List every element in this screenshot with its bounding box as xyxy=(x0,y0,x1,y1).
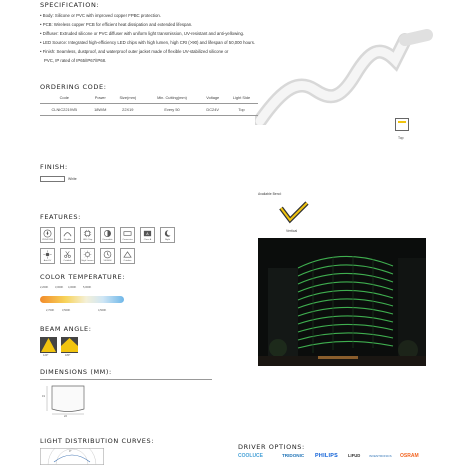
feature-label: Dimmable xyxy=(102,239,113,241)
feature-label: High Lumen xyxy=(81,260,94,262)
column-header: Code xyxy=(40,92,89,104)
feature-label: Night xyxy=(164,239,171,241)
feature-label: 50000H xyxy=(103,260,112,262)
column-header: Voltage xyxy=(200,92,225,104)
cct-tick: 4,000K xyxy=(68,286,77,289)
polar-angle-label: 0° xyxy=(69,450,72,453)
dimmable-icon xyxy=(100,227,115,243)
class-icon xyxy=(140,227,155,243)
divider xyxy=(40,379,212,380)
bend-label: Available Bend: xyxy=(258,192,282,196)
top-label: Top xyxy=(398,136,404,140)
driver-logos xyxy=(238,453,430,463)
feature-label: Connector xyxy=(122,239,133,241)
cct-tick: 2,700K xyxy=(46,309,55,312)
vertical-label: Vertical xyxy=(286,229,298,233)
feature-label: Cuttable xyxy=(63,260,72,262)
table-cell: Every 50 xyxy=(144,104,201,116)
table-cell: CLNIC2219VB xyxy=(40,104,89,116)
spec-item: • PCB: Wireless copper PCB for efficient heat dissipation and extended lifespan. xyxy=(40,21,193,27)
feature-label: Class A xyxy=(143,239,152,241)
polar-curve-chart xyxy=(40,448,104,465)
beam-180-icon xyxy=(61,337,78,353)
cct-tick: 5,000K xyxy=(83,286,92,289)
features-grid xyxy=(40,227,180,267)
column-header: Light Side xyxy=(225,92,258,104)
flexible-icon xyxy=(60,227,75,243)
lifespan-icon xyxy=(100,248,115,264)
bottom-ticks xyxy=(40,309,124,315)
driver-heading: DRIVER OPTIONS: xyxy=(238,443,305,451)
table-row xyxy=(40,104,258,116)
application-photo xyxy=(258,238,426,366)
column-header: Power xyxy=(89,92,112,104)
ordering-table xyxy=(40,92,258,116)
osram-logo: OSRAM xyxy=(400,453,419,459)
cooluce-logo: COOLUCE xyxy=(238,453,263,459)
tridonic-logo: TRIDONIC xyxy=(282,453,305,458)
table-header-row xyxy=(40,92,258,104)
table-cell: Top xyxy=(225,104,258,116)
vertical-bend-icon xyxy=(278,200,310,226)
inventronics-logo: INVENTRONICS xyxy=(369,454,392,458)
finish-swatch xyxy=(40,176,65,182)
beam-angle-heading: BEAM ANGLE: xyxy=(40,325,92,333)
color-temperature-bar xyxy=(40,296,124,303)
lifud-logo: LIFUD xyxy=(348,453,361,458)
beam-120-icon xyxy=(40,337,57,353)
dimension-width: 22 xyxy=(64,415,67,418)
svg-text:A: A xyxy=(146,231,149,236)
spec-item: • LED Source: Integrated high-efficiency LED chips with high lumen, high CRI (>90) and lifespan of 50,000 hours. xyxy=(40,39,256,45)
features-heading: FEATURES: xyxy=(40,213,81,221)
table-cell: DC24V xyxy=(200,104,225,116)
specification-heading: SPECIFICATION: xyxy=(40,1,100,9)
spec-item: • Body: Silicone or PVC with improved copper FPBC protection. xyxy=(40,13,161,18)
light-distribution-heading: LIGHT DISTRIBUTION CURVES: xyxy=(40,437,155,445)
color-temperature-heading: COLOR TEMPERATURE: xyxy=(40,273,125,281)
outdoor-icon xyxy=(120,248,135,264)
beam-angle-label: 120° xyxy=(43,354,49,357)
cutting-icon xyxy=(60,248,75,264)
table-cell: 22X19 xyxy=(112,104,144,116)
chip-icon xyxy=(80,227,95,243)
feature-label: IP65/67/68 xyxy=(42,239,53,241)
beam-angle-label: 180° xyxy=(65,354,71,357)
moon-icon xyxy=(160,227,175,243)
feature-label: Flexible xyxy=(63,239,72,241)
feature-label: Outdoor xyxy=(123,260,132,262)
philips-logo: PHILIPS xyxy=(315,453,339,459)
finish-swatch-label: White xyxy=(68,177,77,181)
top-ticks xyxy=(40,286,124,292)
table-cell: 18W/M xyxy=(89,104,112,116)
top-light-icon xyxy=(395,118,409,131)
dimension-height: 19 xyxy=(42,395,45,398)
column-header: Min. Cutting(mm) xyxy=(144,92,201,104)
uv-icon xyxy=(40,248,55,264)
ip-rating-icon xyxy=(40,227,55,243)
cct-tick: 3,000K xyxy=(55,286,64,289)
connector-icon xyxy=(120,227,135,243)
cross-section-drawing xyxy=(40,383,100,419)
dimensions-heading: DIMENSIONS (MM): xyxy=(40,368,112,376)
feature-label: LED Chip xyxy=(82,239,93,241)
led-strip-image xyxy=(255,25,435,125)
brightness-icon xyxy=(80,248,95,264)
spec-item: • Diffuser: Extruded silicone or PVC diffuser with uniform light transmission, UV-resistant and anti-yellowing. xyxy=(40,30,245,36)
feature-label: Anti-UV xyxy=(43,260,52,262)
cct-tick: 2,200K xyxy=(40,286,49,289)
column-header: Size(mm) xyxy=(112,92,144,104)
cct-tick: 3,500K xyxy=(62,309,71,312)
finish-heading: FINISH: xyxy=(40,163,68,171)
cct-tick: 4,500K xyxy=(98,309,107,312)
ordering-heading: ORDERING CODE: xyxy=(40,83,107,91)
spec-item: PVC, IP rated of IP65/IP67/IP68. xyxy=(44,57,107,63)
spec-item: • Finish: Seamless, dustproof, and waterproof outer jacket made of flexible UV-stabilized silicone or xyxy=(40,48,229,54)
